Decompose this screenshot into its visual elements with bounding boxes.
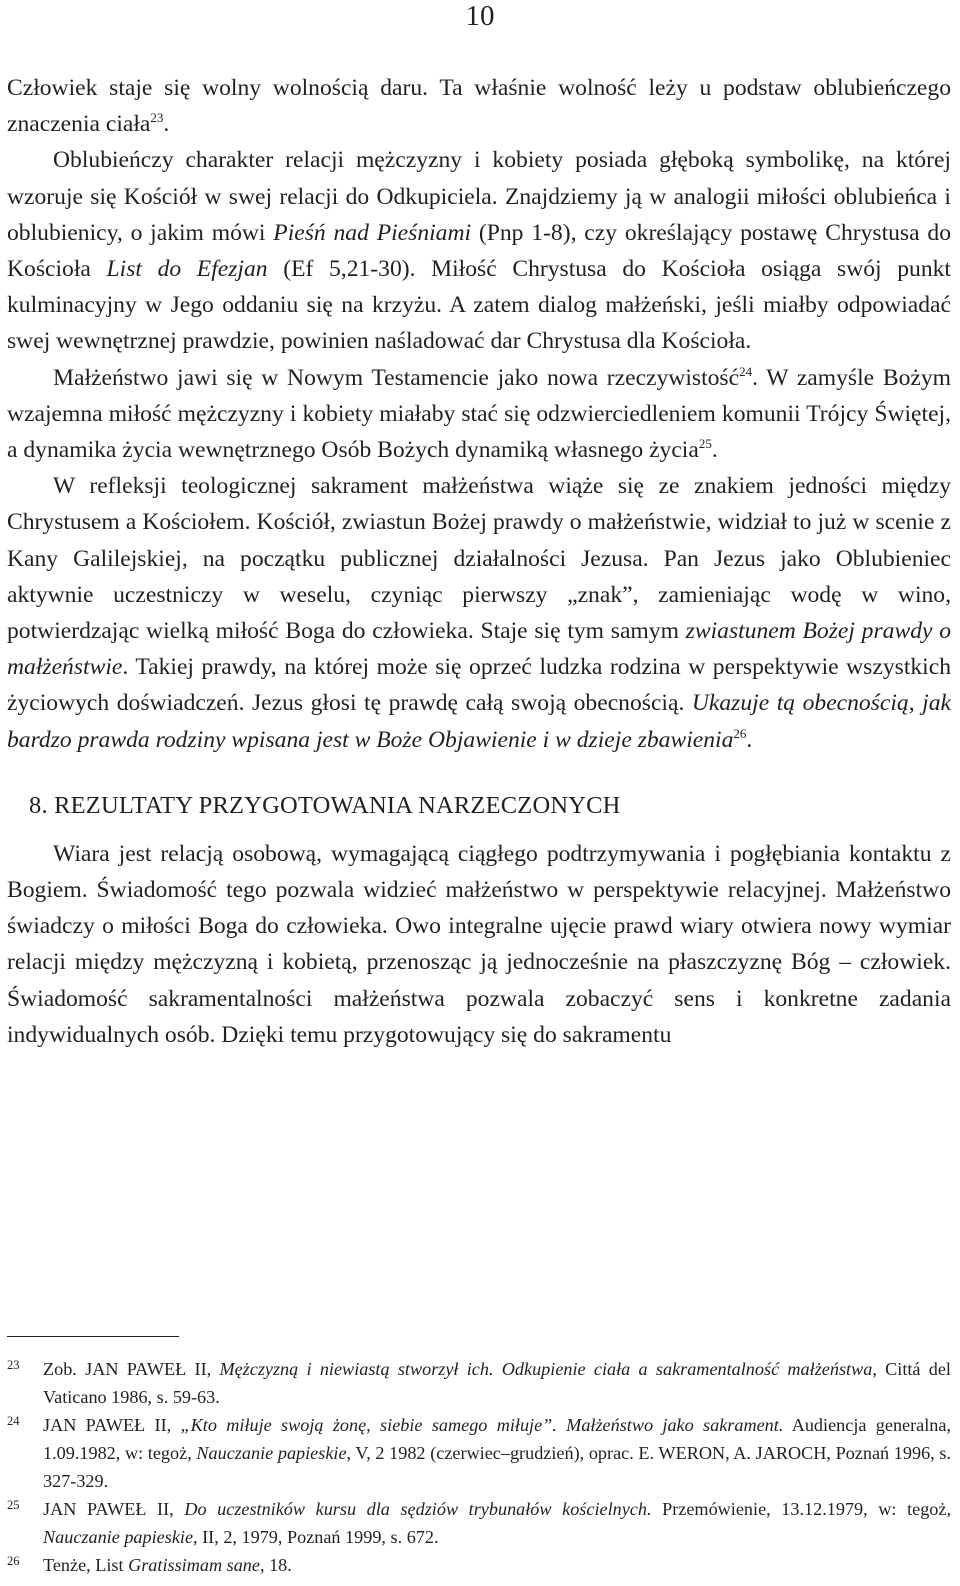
italic-text: Ukazuje tą obecnością, jak bardzo prawda rodziny wpisana jest w Boże Objawienie i w dzieje zbawienia	[7, 690, 951, 753]
footnote-number: 24	[7, 1414, 20, 1428]
italic-text: Nauczanie papieskie	[43, 1527, 194, 1547]
footnote	[7, 1355, 951, 1411]
paragraph	[7, 360, 951, 469]
text-segment: Oblubieńczy charakter relacji mężczyzny i kobiety posiada głęboką symbolikę, na której wzoruje się Kościół w swej relacji do Odkupiciela. Znajdziemy ją w analogii miłości oblubieńca i oblubienicy, o jakim mówi	[7, 147, 951, 246]
text-segment: Przemówienie, 13.12.1979, w: tegoż,	[651, 1499, 951, 1519]
paragraph	[7, 836, 951, 1053]
text-segment: (Ef 5,21-30). Miłość Chrystusa do Kościoła osiąga swój punkt kulminacyjny w Jego oddaniu się na krzyżu. A zatem dialog małżeński, jeśli miałby odpowiadać swej wewnętrznej prawdzie, powinien naśladować dar Chrystusa dla Kościoła.	[7, 256, 951, 355]
text-segment: . W zamyśle Bożym wzajemna miłość mężczyzny i kobiety miałaby stać się odzwierciedleniem komunii Trójcy Świętej, a dynamika życia wewnętrznego Osób Bożych dynamiką własnego życia	[7, 364, 951, 464]
text-segment: , 18.	[259, 1555, 292, 1575]
text-segment: Małżeństwo jawi się w Nowym Testamencie jako nowa rzeczywistość	[53, 364, 740, 391]
footnote-ref: 25	[698, 436, 712, 452]
text-segment: .	[711, 437, 718, 464]
italic-text: zwiastunem Bożej prawdy o małżeństwie	[7, 618, 951, 681]
page-number: 10	[465, 0, 495, 32]
text-segment: .	[746, 726, 753, 753]
footnote	[7, 1551, 951, 1579]
text-segment: , Cittá del Vaticano 1986, s. 59-63.	[43, 1359, 951, 1407]
text-segment: Wiara jest relacją osobową, wymagającą ciągłego podtrzymywania i pogłębiania kontaktu z Bogiem. Świadomość tego pozwala widzieć małżeństwo w perspektywie relacyjnej. Małżeństwo świadczy o miłości Boga do człowieka. Owo integralne ujęcie prawd wiary otwiera nowy wymiar relacji między mężczyzną i kobietą, przenosząc ją jednocześnie na płaszczyznę Bóg – człowiek. Świadomość sakramentalności małżeństwa pozwala zobaczyć sens i konkretne zadania indywidualnych osób. Dzięki temu przygotowujący się do sakramentu	[7, 840, 951, 1048]
footnote	[7, 1411, 951, 1495]
text-segment: Tenże, List	[43, 1555, 129, 1575]
text-segment: , II, 2, 1979, Poznań 1999, s. 672.	[193, 1527, 439, 1547]
text-segment: , V, 2 1982 (czerwiec–grudzień), oprac. E. WERON, A. JAROCH, Poznań 1996, s. 327-329.	[43, 1443, 951, 1491]
text-segment: (Pnp 1-8), czy określający postawę Chrystusa do Kościoła	[7, 219, 951, 283]
text-segment: .	[163, 111, 170, 138]
italic-text: „Kto miłuje swoją żonę, siebie samego miłuje”. Małżeństwo jako sakrament.	[180, 1415, 784, 1435]
footnote-separator	[7, 1336, 179, 1337]
italic-text: Gratissimam sane	[128, 1555, 260, 1575]
text-segment: Człowiek staje się wolny wolnością daru. Ta właśnie wolność leży u podstaw oblubieńczego znaczenia ciała	[7, 75, 951, 138]
footnote-number: 26	[7, 1554, 20, 1568]
section-heading: 8. REZULTATY PRZYGOTOWANIA NARZECZONYCH	[29, 791, 621, 819]
italic-text: Do uczestników kursu dla sędziów trybunałów kościelnych.	[184, 1499, 652, 1519]
italic-text: Pieśń nad Pieśniami	[273, 219, 472, 246]
paragraph	[7, 142, 951, 359]
text-segment: JAN PAWEŁ II,	[43, 1499, 185, 1519]
text-segment: . Takiej prawdy, na której może się oprzeć ludzka rodzina w perspektywie wszystkich życiowych doświadczeń. Jezus głosi tę prawdę całą swoją obecnością.	[7, 654, 951, 717]
paragraph	[7, 468, 951, 758]
footnote-ref: 23	[150, 110, 164, 126]
italic-text: Nauczanie papieskie	[196, 1443, 347, 1463]
main-text	[7, 70, 951, 1053]
footnotes	[7, 1355, 951, 1579]
footnote-ref: 26	[733, 725, 747, 741]
footnote	[7, 1495, 951, 1551]
text-segment: W refleksji teologicznej sakrament małżeństwa wiąże się ze znakiem jedności między Chrystusem a Kościołem. Kościół, zwiastun Bożej prawdy o małżeństwie, widział to już w scenie z Kany Galilejskiej, na początku publicznej działalności Jezusa. Pan Jezus jako Oblubieniec aktywnie uczestniczy w weselu, czyniąc pierwszy „znak”, zamieniając wodę w wino, potwierdzając wielką miłość Boga do człowieka. Staje się tym samym	[7, 473, 951, 645]
footnote-number: 23	[7, 1358, 20, 1372]
italic-text: List do Efezjan	[106, 256, 268, 283]
footnote-number: 25	[7, 1498, 20, 1512]
text-segment: JAN PAWEŁ II,	[43, 1415, 181, 1435]
paragraph	[7, 70, 951, 142]
text-segment: Audiencja generalna, 1.09.1982, w: tegoż,	[43, 1415, 952, 1463]
italic-text: Mężczyzną i niewiastą stworzył ich. Odkupienie ciała a sakramentalność małżeństwa	[219, 1359, 873, 1379]
footnote-ref: 24	[739, 363, 753, 379]
text-segment: Zob. JAN PAWEŁ II,	[43, 1359, 220, 1379]
